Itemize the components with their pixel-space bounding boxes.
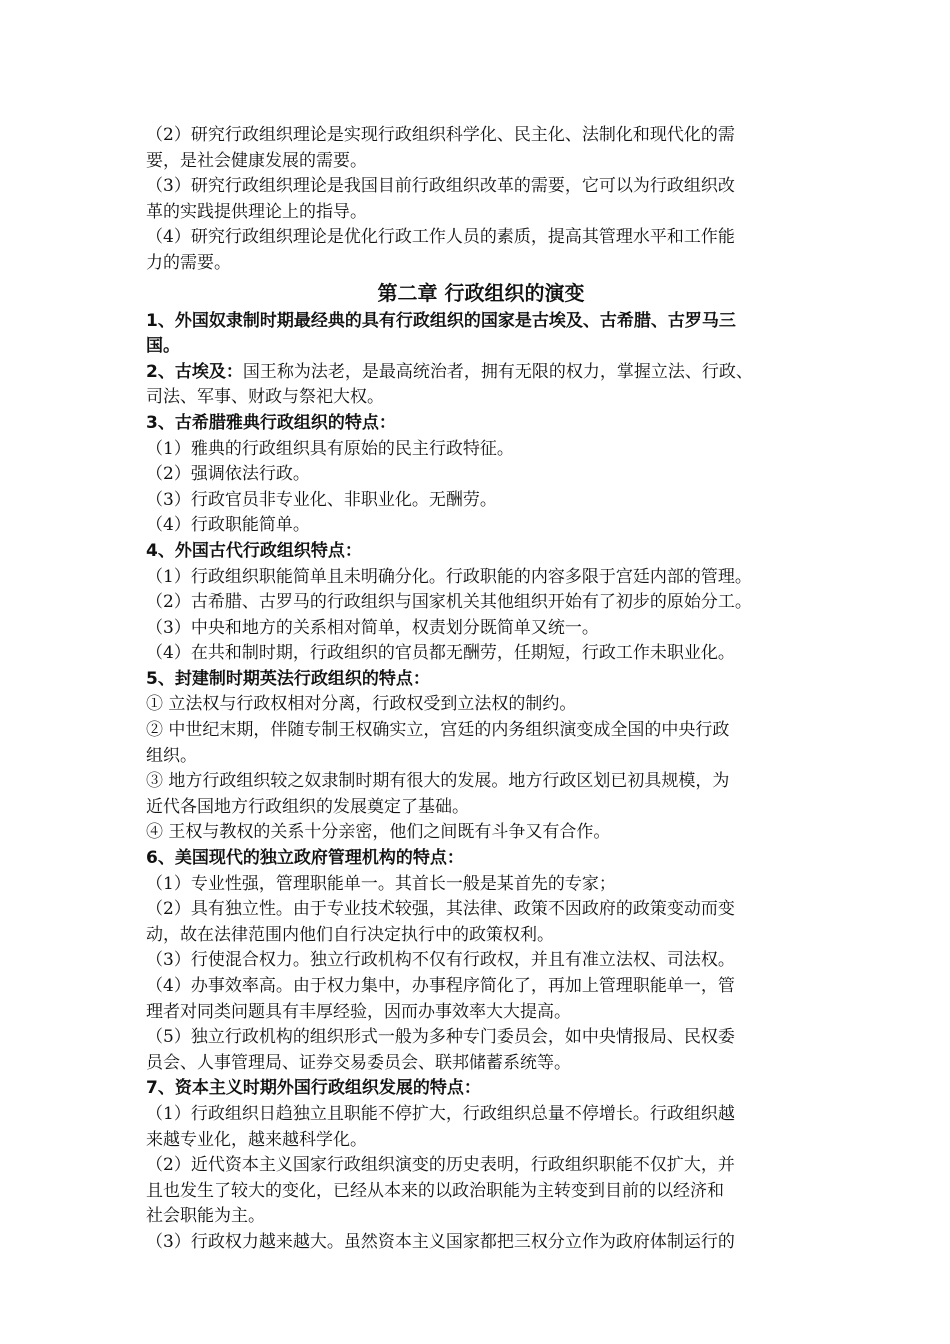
text-line: （3）中央和地方的关系相对简单，权责划分既简单又统一。 — [146, 617, 599, 638]
text-line: （4）在共和制时期，行政组织的官员都无酬劳，任期短，行政工作未职业化。 — [146, 643, 735, 664]
text-line: 革的实践提供理论上的指导。 — [146, 201, 367, 222]
section-heading: 3、古希腊雅典行政组织的特点： — [146, 412, 396, 433]
text-line-body: 国王称为法老，是最高统治者，拥有无限的权力，掌握立法、行政、 — [242, 361, 753, 382]
text-line: （2）古希腊、古罗马的行政组织与国家机关其他组织开始有了初步的原始分工。 — [146, 592, 752, 613]
text-line: 司法、军事、财政与祭祀大权。 — [146, 387, 384, 408]
text-line: （2）具有独立性。由于专业技术较强，其法律、政策不因政府的政策变动而变 — [146, 899, 735, 920]
text-line: ④ 王权与教权的关系十分亲密，他们之间既有斗争又有合作。 — [146, 822, 611, 843]
text-line: ① 立法权与行政权相对分离，行政权受到立法权的制约。 — [146, 694, 577, 715]
text-line: 且也发生了较大的变化，已经从本来的以政治职能为主转变到目前的以经济和 — [146, 1180, 724, 1201]
text-line: （1）雅典的行政组织具有原始的民主行政特征。 — [146, 438, 514, 459]
text-line: （4）行政职能简单。 — [146, 515, 310, 536]
text-line: （1）行政组织日趋独立且职能不停扩大，行政组织总量不停增长。行政组织越 — [146, 1103, 735, 1124]
text-line: （3）行政官员非专业化、非职业化。无酬劳。 — [146, 489, 497, 510]
text-line: （2）研究行政组织理论是实现行政组织科学化、民主化、法制化和现代化的需 — [146, 125, 735, 145]
text-line: ② 中世纪末期，伴随专制王权确实立，宫廷的内务组织演变成全国的中央行政 — [146, 720, 730, 741]
text-line: 要，是社会健康发展的需要。 — [146, 150, 367, 171]
section-heading: 6、美国现代的独立政府管理机构的特点： — [146, 848, 464, 869]
text-line: （5）独立行政机构的组织形式一般为多种专门委员会，如中央情报局、民权委 — [146, 1027, 735, 1048]
text-line: （3）行政权力越来越大。虽然资本主义国家都把三权分立作为政府体制运行的 — [146, 1231, 735, 1252]
text-line: 近代各国地方行政组织的发展奠定了基础。 — [146, 796, 469, 817]
text-line: （1）专业性强，管理职能单一。其首长一般是某首先的专家； — [146, 873, 616, 894]
section-heading: 4、外国古代行政组织特点： — [146, 540, 362, 561]
section-heading: 1、外国奴隶制时期最经典的具有行政组织的国家是古埃及、古希腊、古罗马三 — [146, 310, 736, 331]
text-line: （3）研究行政组织理论是我国目前行政组织改革的需要，它可以为行政组织改 — [146, 176, 735, 197]
text-line: （2）强调依法行政。 — [146, 464, 310, 485]
chapter-title: 第二章 行政组织的演变 — [377, 280, 585, 305]
text-line: （4）研究行政组织理论是优化行政工作人员的素质，提高其管理水平和工作能 — [146, 227, 735, 248]
text-line: ③ 地方行政组织较之奴隶制时期有很大的发展。地方行政区划已初具规模，为 — [146, 771, 730, 792]
section-heading-lead: 2、古埃及： — [146, 361, 243, 382]
text-line: （2）近代资本主义国家行政组织演变的历史表明，行政组织职能不仅扩大，并 — [146, 1155, 735, 1176]
text-line: 理者对同类问题具有丰厚经验，因而办事效率大大提高。 — [146, 1001, 571, 1022]
text-line: 员会、人事管理局、证券交易委员会、联邦储蓄系统等。 — [146, 1052, 571, 1073]
text-line: 社会职能为主。 — [146, 1206, 265, 1227]
section-heading: 国。 — [146, 336, 180, 357]
text-line: 动，故在法律范围内他们自行决定执行中的政策权利。 — [146, 924, 554, 945]
text-line: （1）行政组织职能简单且未明确分化。行政职能的内容多限于宫廷内部的管理。 — [146, 566, 752, 587]
text-line: 来越专业化，越来越科学化。 — [146, 1129, 367, 1150]
section-heading: 5、封建制时期英法行政组织的特点： — [146, 668, 430, 689]
section-heading: 7、资本主义时期外国行政组织发展的特点： — [146, 1078, 481, 1099]
text-line: 力的需要。 — [146, 252, 231, 273]
text-line: （4）办事效率高。由于权力集中，办事程序简化了，再加上管理职能单一，管 — [146, 976, 735, 996]
document-body — [146, 123, 816, 1256]
text-line: （3）行使混合权力。独立行政机构不仅有行政权，并且有准立法权、司法权。 — [146, 950, 735, 971]
text-line: 组织。 — [146, 745, 197, 766]
text-line — [146, 360, 816, 386]
